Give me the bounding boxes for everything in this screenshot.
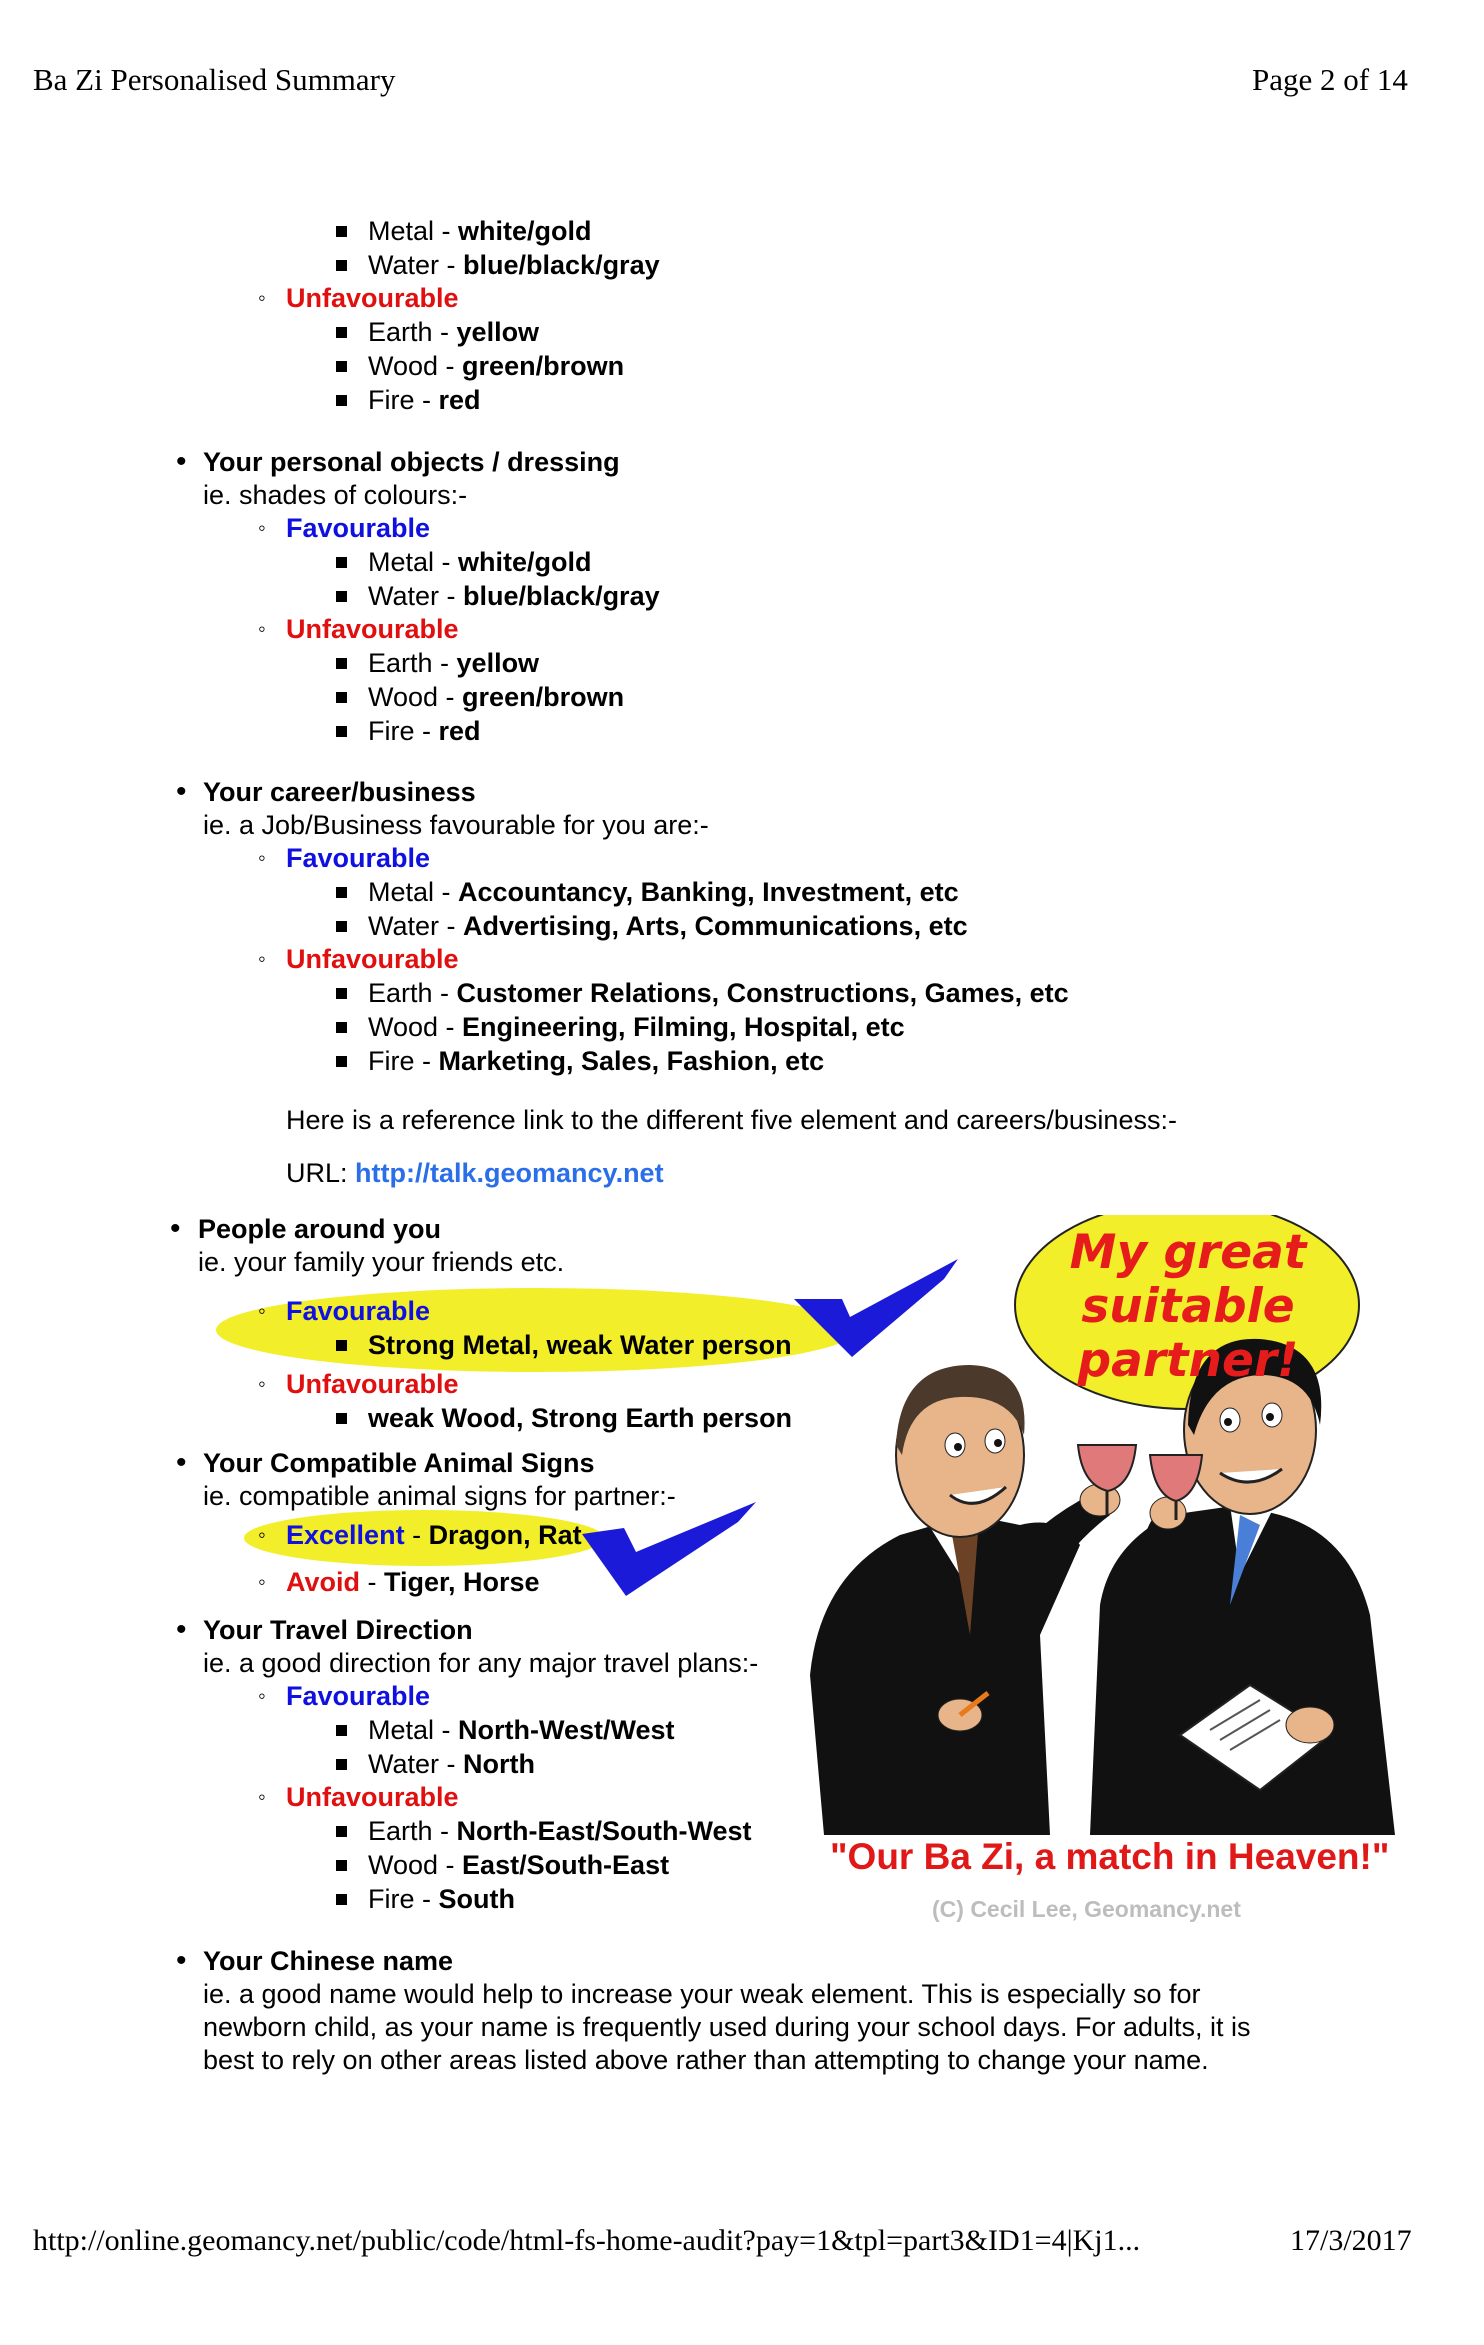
bullet-square bbox=[336, 1725, 347, 1736]
cartoon-caption: "Our Ba Zi, a match in Heaven!" bbox=[830, 1836, 1390, 1877]
list-item: Metal - white/gold bbox=[368, 547, 592, 577]
avoid-line: Avoid - Tiger, Horse bbox=[286, 1567, 540, 1597]
footer-url: http://online.geomancy.net/public/code/html-fs-home-audit?pay=1&tpl=part3&ID1=4|Kj1... bbox=[33, 2224, 1141, 2257]
unfavourable-label: Unfavourable bbox=[286, 1782, 459, 1812]
list-item: Fire - South bbox=[368, 1884, 515, 1914]
paragraph-line: best to rely on other areas listed above rather than attempting to change your name. bbox=[203, 2045, 1209, 2075]
section-desc: ie. a Job/Business favourable for you are:- bbox=[203, 810, 709, 840]
page-number: Page 2 of 14 bbox=[1252, 62, 1408, 97]
list-item: Wood - Engineering, Filming, Hospital, etc bbox=[368, 1012, 905, 1042]
bullet-square bbox=[336, 226, 347, 237]
list-item: Fire - red bbox=[368, 385, 481, 415]
bullet-square bbox=[336, 1022, 347, 1033]
bullet-square bbox=[336, 692, 347, 703]
bubble-line: partner! bbox=[1077, 1333, 1299, 1388]
bullet-square bbox=[336, 921, 347, 932]
bullet-square bbox=[336, 557, 347, 568]
section-title: Your Compatible Animal Signs bbox=[203, 1448, 595, 1478]
list-item: Fire - Marketing, Sales, Fashion, etc bbox=[368, 1046, 825, 1076]
bullet-circle: ◦ bbox=[258, 1371, 266, 1396]
bullet-square bbox=[336, 1860, 347, 1871]
bullet-square bbox=[336, 260, 347, 271]
bullet-square bbox=[336, 1340, 347, 1351]
footer-date: 17/3/2017 bbox=[1290, 2224, 1412, 2257]
reference-text: Here is a reference link to the different five element and careers/business:- bbox=[286, 1105, 1177, 1135]
bullet-square bbox=[336, 1826, 347, 1837]
bullet-square bbox=[336, 1413, 347, 1424]
paragraph-line: newborn child, as your name is frequently used during your school days. For adults, it is bbox=[203, 2012, 1251, 2042]
section-title: Your career/business bbox=[203, 777, 476, 807]
section-desc: ie. a good direction for any major travel plans:- bbox=[203, 1648, 759, 1678]
list-item: Water - blue/black/gray bbox=[368, 581, 660, 611]
list-item: Earth - Customer Relations, Constructions, Games, etc bbox=[368, 978, 1069, 1008]
bullet-square bbox=[336, 1759, 347, 1770]
bubble-line: My great bbox=[1069, 1225, 1307, 1280]
favourable-label: Favourable bbox=[286, 1681, 431, 1711]
bullet-circle: ◦ bbox=[258, 1522, 266, 1547]
list-item: Earth - yellow bbox=[368, 317, 540, 347]
unfavourable-label: Unfavourable bbox=[286, 614, 459, 644]
bullet-square bbox=[336, 988, 347, 999]
bullet-dot: • bbox=[176, 1944, 187, 1977]
bullet-dot: • bbox=[176, 445, 187, 478]
bullet-dot: • bbox=[176, 1446, 187, 1479]
section-title: Your Chinese name bbox=[203, 1946, 454, 1976]
talk-geomancy-link[interactable]: http://talk.geomancy.net bbox=[355, 1158, 664, 1188]
list-item: Fire - red bbox=[368, 716, 481, 746]
header-title: Ba Zi Personalised Summary bbox=[33, 62, 396, 97]
section-desc: ie. shades of colours:- bbox=[203, 480, 468, 510]
list-item: Metal - Accountancy, Banking, Investment, etc bbox=[368, 877, 959, 907]
bullet-square bbox=[336, 361, 347, 372]
section-desc: ie. compatible animal signs for partner:- bbox=[203, 1481, 676, 1511]
bullet-circle: ◦ bbox=[258, 845, 266, 870]
list-item: Water - blue/black/gray bbox=[368, 250, 660, 280]
list-item: Earth - North-East/South-West bbox=[368, 1816, 752, 1846]
section-title: People around you bbox=[198, 1214, 442, 1244]
bubble-line: suitable bbox=[1081, 1279, 1295, 1334]
speech-bubble-text bbox=[1000, 1226, 1376, 1388]
paragraph-line: ie. a good name would help to increase your weak element. This is especially so for bbox=[203, 1979, 1201, 2009]
list-item: weak Wood, Strong Earth person bbox=[368, 1403, 793, 1433]
list-item: Metal - North-West/West bbox=[368, 1715, 675, 1745]
unfavourable-label: Unfavourable bbox=[286, 1369, 459, 1399]
bullet-square bbox=[336, 658, 347, 669]
unfavourable-label: Unfavourable bbox=[286, 944, 459, 974]
section-desc: ie. your family your friends etc. bbox=[198, 1247, 565, 1277]
bullet-dot: • bbox=[170, 1212, 181, 1245]
bullet-circle: ◦ bbox=[258, 285, 266, 310]
url-line: URL: http://talk.geomancy.net bbox=[286, 1158, 664, 1188]
favourable-label: Favourable bbox=[286, 1296, 431, 1326]
bullet-square bbox=[336, 327, 347, 338]
list-item: Water - North bbox=[368, 1749, 535, 1779]
list-item: Water - Advertising, Arts, Communications, etc bbox=[368, 911, 968, 941]
cartoon-credit: (C) Cecil Lee, Geomancy.net bbox=[932, 1896, 1241, 1922]
list-item: Strong Metal, weak Water person bbox=[368, 1330, 792, 1360]
bullet-square bbox=[336, 591, 347, 602]
bullet-dot: • bbox=[176, 775, 187, 808]
bullet-circle: ◦ bbox=[258, 1784, 266, 1809]
bullet-circle: ◦ bbox=[258, 946, 266, 971]
bullet-square bbox=[336, 1056, 347, 1067]
favourable-label: Favourable bbox=[286, 843, 431, 873]
favourable-label: Favourable bbox=[286, 513, 431, 543]
bullet-square bbox=[336, 726, 347, 737]
bullet-square bbox=[336, 395, 347, 406]
bullet-square bbox=[336, 887, 347, 898]
excellent-line: Excellent - Dragon, Rat bbox=[286, 1520, 582, 1550]
list-item: Wood - green/brown bbox=[368, 351, 625, 381]
bullet-circle: ◦ bbox=[258, 1569, 266, 1594]
checkmark-icon bbox=[578, 1498, 758, 1598]
list-item: Wood - green/brown bbox=[368, 682, 625, 712]
section-title: Your personal objects / dressing bbox=[203, 447, 620, 477]
list-item: Wood - East/South-East bbox=[368, 1850, 670, 1880]
unfavourable-label: Unfavourable bbox=[286, 283, 459, 313]
bullet-circle: ◦ bbox=[258, 515, 266, 540]
list-item: Earth - yellow bbox=[368, 648, 540, 678]
list-item: Metal - white/gold bbox=[368, 216, 592, 246]
bullet-circle: ◦ bbox=[258, 1298, 266, 1323]
section-title: Your Travel Direction bbox=[203, 1615, 473, 1645]
bullet-circle: ◦ bbox=[258, 1683, 266, 1708]
bullet-circle: ◦ bbox=[258, 616, 266, 641]
bullet-dot: • bbox=[176, 1613, 187, 1646]
bullet-square bbox=[336, 1894, 347, 1905]
